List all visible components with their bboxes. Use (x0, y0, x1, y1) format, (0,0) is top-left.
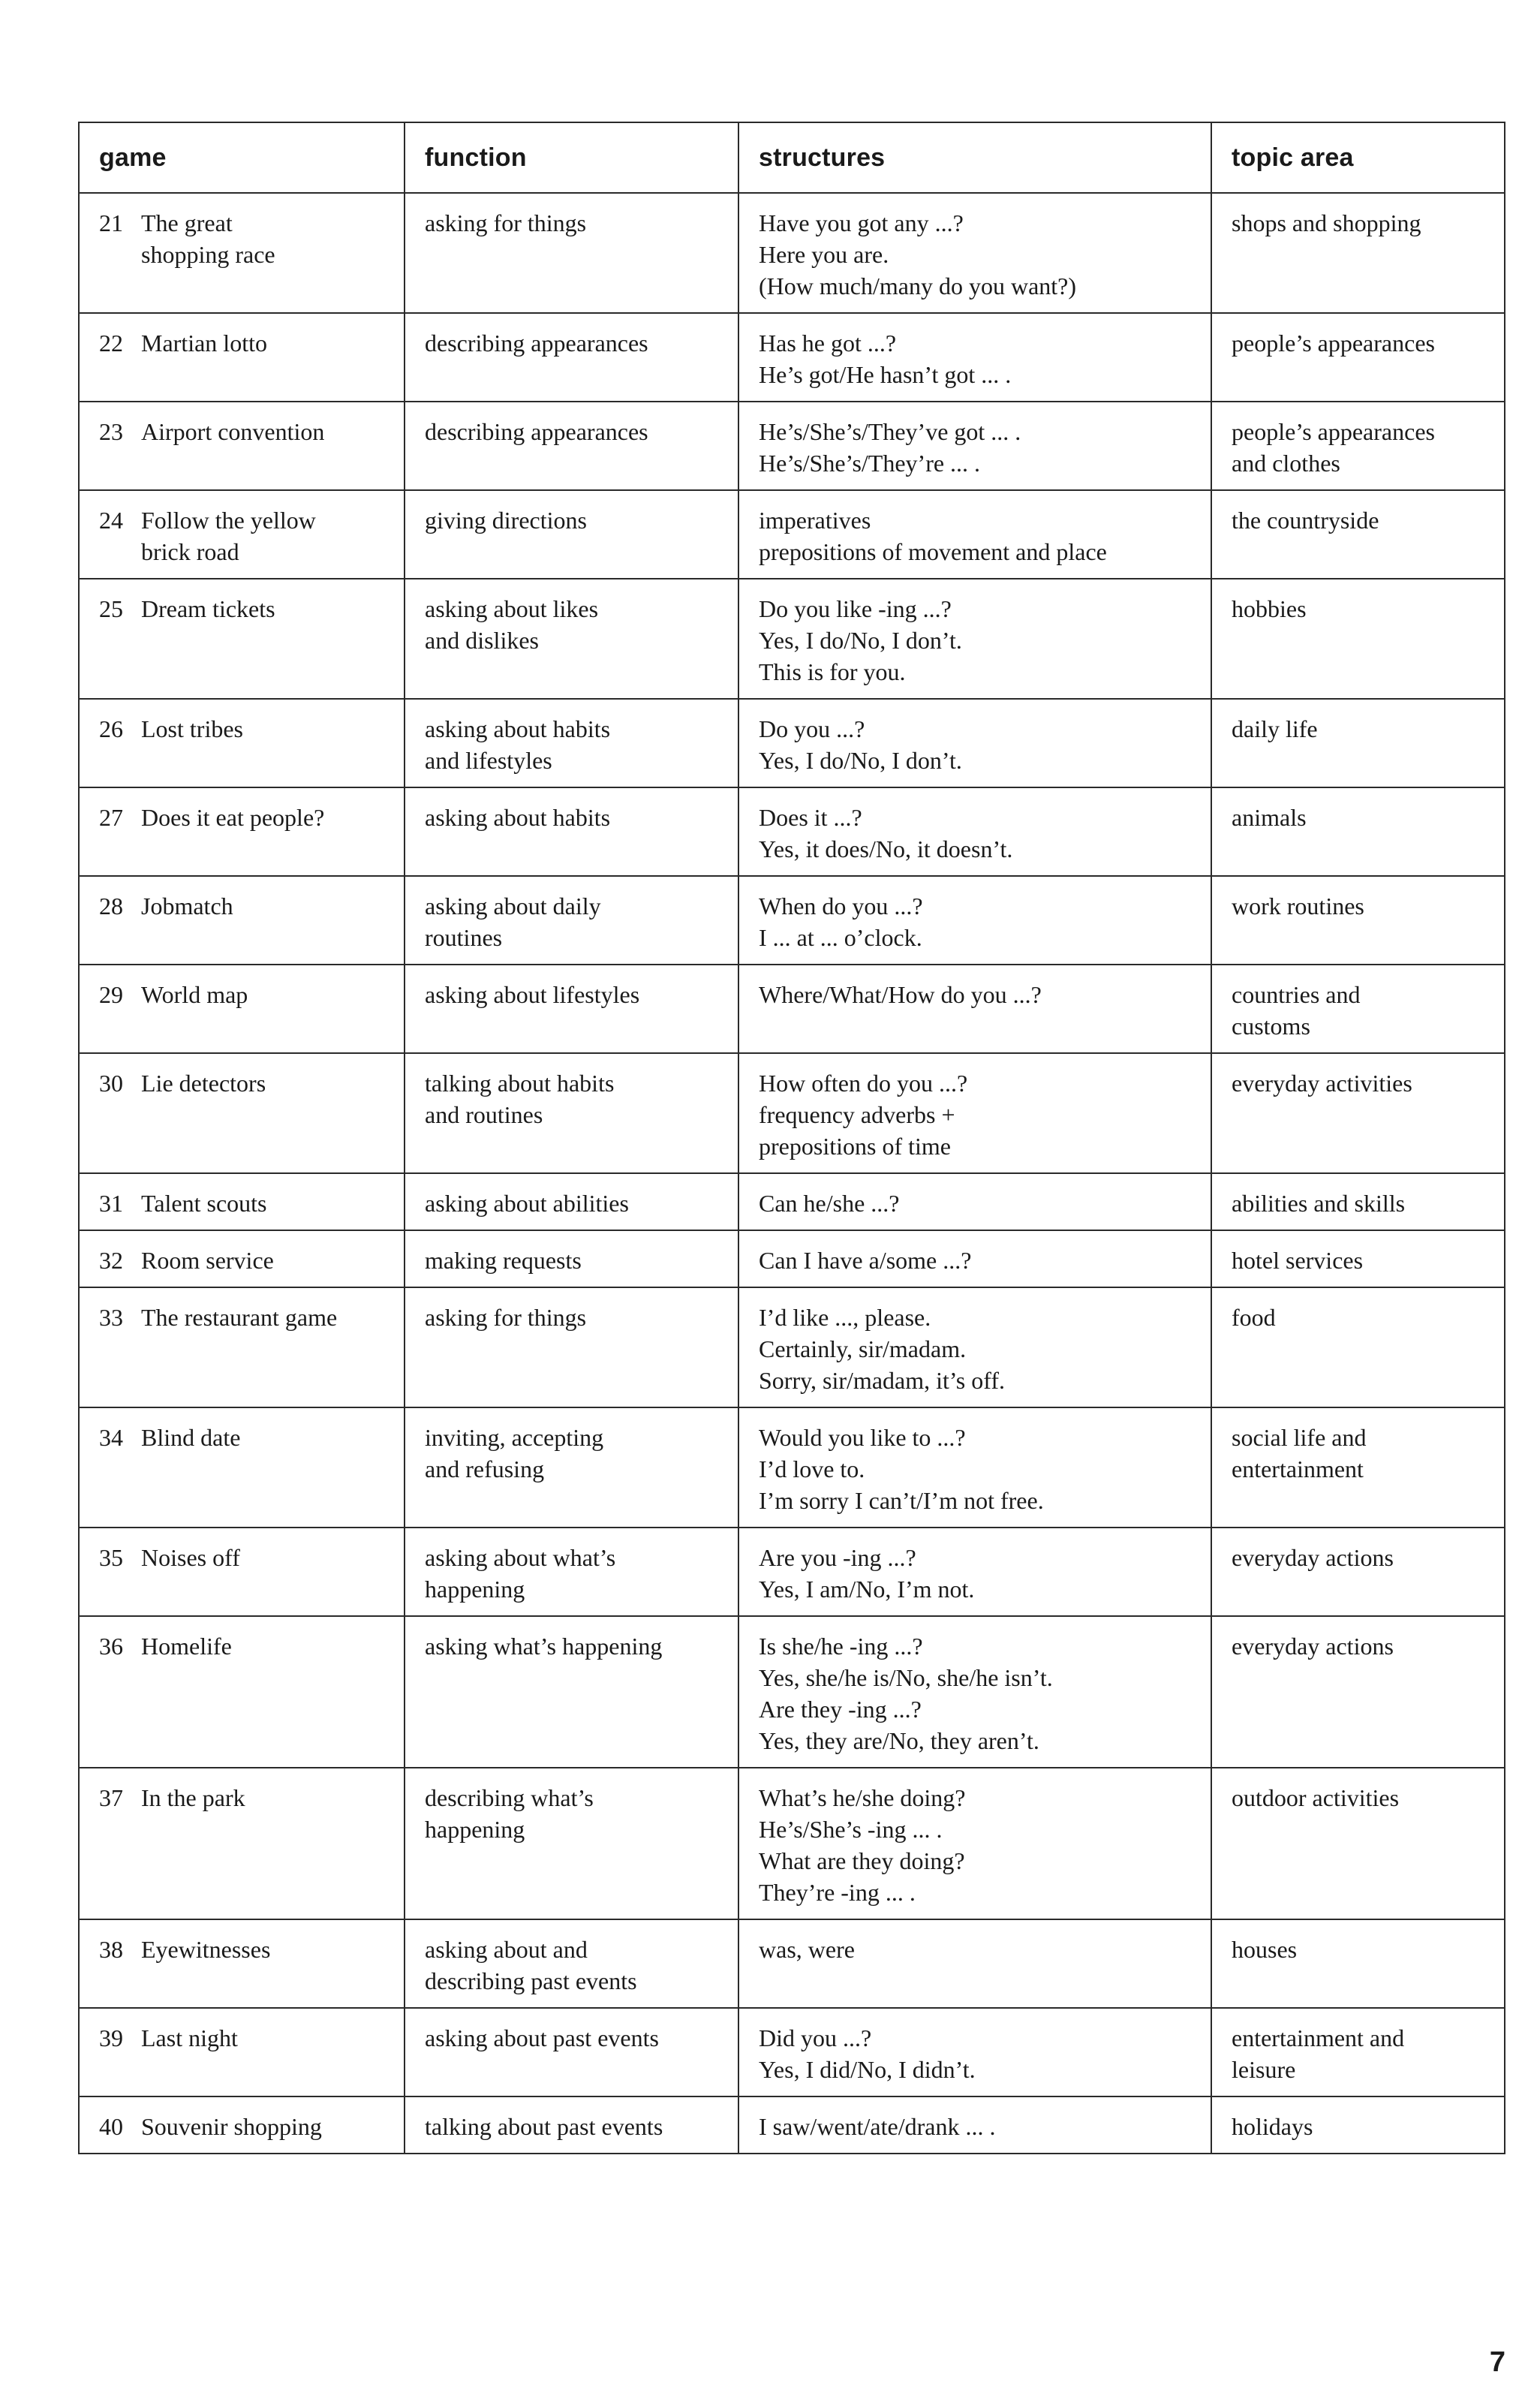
game-number: 33 (99, 1304, 123, 1331)
function-cell (405, 2008, 738, 2096)
topic-line: the countryside (1232, 507, 1379, 534)
topic-line: food (1232, 1304, 1276, 1331)
function-cell (405, 965, 738, 1053)
game-name-line: Airport convention (141, 418, 325, 445)
structure-line: (How much/many do you want?) (759, 272, 1077, 299)
structures-cell (738, 2096, 1211, 2154)
game-name (141, 713, 384, 745)
structures-cell (738, 402, 1211, 490)
game-cell (79, 1768, 405, 1919)
structure-line: Have you got any ...? (759, 209, 964, 236)
game-entry (99, 1302, 384, 1333)
function-line: describing past events (425, 1967, 637, 1994)
structure-line: Are you -ing ...? (759, 1544, 916, 1571)
game-number: 24 (99, 507, 123, 534)
structure-line: imperatives (759, 507, 871, 534)
structure-line: Yes, she/he is/No, she/he isn’t. (759, 1664, 1053, 1691)
structure-line: Do you ...? (759, 715, 865, 742)
topic-line: leisure (1232, 2056, 1296, 2083)
game-number: 34 (99, 1424, 123, 1451)
topic-cell (1211, 965, 1505, 1053)
topic-cell (1211, 193, 1505, 313)
function-line: making requests (425, 1247, 582, 1274)
table-row (79, 1287, 1505, 1407)
function-cell (405, 1528, 738, 1616)
game-number: 21 (99, 209, 123, 236)
topic-line: animals (1232, 804, 1307, 831)
structure-line: Can he/she ...? (759, 1190, 900, 1217)
game-entry (99, 593, 384, 625)
game-entry (99, 504, 384, 567)
page-number: 7 (1489, 2346, 1505, 2378)
structure-line: What’s he/she doing? (759, 1784, 966, 1811)
game-number: 26 (99, 715, 123, 742)
game-entry (99, 416, 384, 447)
game-name (141, 890, 384, 922)
game-cell (79, 1173, 405, 1230)
topic-cell (1211, 579, 1505, 699)
function-cell (405, 402, 738, 490)
header-row (79, 122, 1505, 193)
game-cell (79, 1616, 405, 1768)
game-name-line: In the park (141, 1784, 245, 1811)
topic-line: everyday activities (1232, 1070, 1412, 1097)
game-name (141, 1630, 384, 1662)
game-name-line: Homelife (141, 1633, 232, 1660)
game-cell (79, 2096, 405, 2154)
function-cell (405, 490, 738, 579)
game-cell (79, 579, 405, 699)
structure-line: Has he got ...? (759, 330, 897, 357)
function-cell (405, 1053, 738, 1173)
game-number: 29 (99, 981, 123, 1008)
function-line: happening (425, 1576, 525, 1603)
function-cell (405, 579, 738, 699)
function-cell (405, 787, 738, 876)
structure-line: They’re -ing ... . (759, 1879, 916, 1906)
topic-line: shops and shopping (1232, 209, 1421, 236)
game-entry (99, 802, 384, 833)
game-entry (99, 1782, 384, 1814)
table-row (79, 1053, 1505, 1173)
game-name (141, 1245, 384, 1276)
game-number: 36 (99, 1633, 123, 1660)
game-entry (99, 1245, 384, 1276)
header-topic-area: topic area (1211, 122, 1505, 193)
game-number: 27 (99, 804, 123, 831)
structure-line: I’d like ..., please. (759, 1304, 931, 1331)
game-entry (99, 2022, 384, 2054)
game-cell (79, 1407, 405, 1528)
topic-cell (1211, 1173, 1505, 1230)
game-name-line: The great (141, 209, 233, 236)
game-name (141, 1187, 384, 1219)
structure-line: This is for you. (759, 658, 906, 685)
games-table (78, 122, 1505, 2154)
structure-line: Yes, they are/No, they aren’t. (759, 1727, 1039, 1754)
topic-line: work routines (1232, 892, 1364, 920)
structure-line: Where/What/How do you ...? (759, 981, 1042, 1008)
structures-cell (738, 1053, 1211, 1173)
topic-line: people’s appearances (1232, 418, 1435, 445)
function-line: describing what’s (425, 1784, 594, 1811)
function-cell (405, 193, 738, 313)
topic-cell (1211, 2008, 1505, 2096)
function-line: asking about habits (425, 804, 611, 831)
topic-cell (1211, 787, 1505, 876)
table-body (79, 193, 1505, 2154)
structure-line: prepositions of time (759, 1133, 951, 1160)
topic-line: everyday actions (1232, 1633, 1394, 1660)
structures-cell (738, 579, 1211, 699)
game-name (141, 1422, 384, 1453)
topic-line: everyday actions (1232, 1544, 1394, 1571)
topic-cell (1211, 1287, 1505, 1407)
topic-cell (1211, 1230, 1505, 1287)
structures-cell (738, 1768, 1211, 1919)
topic-cell (1211, 1768, 1505, 1919)
game-name (141, 1934, 384, 1965)
structures-cell (738, 1919, 1211, 2008)
structures-cell (738, 1230, 1211, 1287)
structures-cell (738, 313, 1211, 402)
topic-line: daily life (1232, 715, 1318, 742)
game-entry (99, 713, 384, 745)
function-line: asking for things (425, 209, 587, 236)
structure-line: Do you like -ing ...? (759, 595, 952, 622)
structures-cell (738, 1173, 1211, 1230)
topic-line: people’s appearances (1232, 330, 1435, 357)
table-row (79, 699, 1505, 787)
topic-cell (1211, 876, 1505, 965)
structure-line: was, were (759, 1936, 855, 1963)
table-row (79, 402, 1505, 490)
game-name (141, 2022, 384, 2054)
game-cell (79, 1230, 405, 1287)
function-line: asking about habits (425, 715, 611, 742)
topic-cell (1211, 1528, 1505, 1616)
function-cell (405, 1173, 738, 1230)
structure-line: He’s/She’s/They’re ... . (759, 450, 981, 477)
structure-line: frequency adverbs + (759, 1101, 955, 1128)
structure-line: I ... at ... o’clock. (759, 924, 922, 951)
header-structures: structures (738, 122, 1211, 193)
table-row (79, 2008, 1505, 2096)
game-name (141, 327, 384, 359)
function-line: asking about and (425, 1936, 588, 1963)
table-row (79, 2096, 1505, 2154)
game-number: 23 (99, 418, 123, 445)
function-cell (405, 1768, 738, 1919)
game-name (141, 979, 384, 1010)
game-cell (79, 699, 405, 787)
function-line: talking about habits (425, 1070, 615, 1097)
function-cell (405, 1616, 738, 1768)
function-line: routines (425, 924, 503, 951)
topic-line: holidays (1232, 2113, 1313, 2140)
function-cell (405, 1407, 738, 1528)
structures-cell (738, 2008, 1211, 2096)
topic-cell (1211, 2096, 1505, 2154)
game-name-line: shopping race (141, 241, 275, 268)
game-name (141, 1302, 384, 1333)
function-line: and routines (425, 1101, 543, 1128)
structure-line: Yes, I am/No, I’m not. (759, 1576, 975, 1603)
game-name-line: Eyewitnesses (141, 1936, 271, 1963)
structures-cell (738, 1407, 1211, 1528)
function-cell (405, 2096, 738, 2154)
game-cell (79, 1528, 405, 1616)
topic-line: houses (1232, 1936, 1298, 1963)
game-entry (99, 1187, 384, 1219)
game-entry (99, 979, 384, 1010)
structure-line: When do you ...? (759, 892, 923, 920)
game-name-line: Dream tickets (141, 595, 275, 622)
topic-line: and clothes (1232, 450, 1340, 477)
structure-line: Yes, I do/No, I don’t. (759, 627, 962, 654)
function-cell (405, 313, 738, 402)
structures-cell (738, 193, 1211, 313)
game-cell (79, 1053, 405, 1173)
table-row (79, 579, 1505, 699)
game-name-line: The restaurant game (141, 1304, 338, 1331)
topic-line: outdoor activities (1232, 1784, 1400, 1811)
table-row (79, 876, 1505, 965)
structure-line: Can I have a/some ...? (759, 1247, 972, 1274)
table-row (79, 965, 1505, 1053)
game-entry (99, 327, 384, 359)
game-number: 28 (99, 892, 123, 920)
game-name-line: Talent scouts (141, 1190, 267, 1217)
game-number: 30 (99, 1070, 123, 1097)
structures-cell (738, 1287, 1211, 1407)
structure-line: How often do you ...? (759, 1070, 968, 1097)
game-cell (79, 787, 405, 876)
game-entry (99, 2111, 384, 2142)
header-game: game (79, 122, 405, 193)
game-cell (79, 2008, 405, 2096)
game-cell (79, 876, 405, 965)
function-line: and dislikes (425, 627, 539, 654)
game-number: 38 (99, 1936, 123, 1963)
game-cell (79, 1919, 405, 2008)
game-name-line: Last night (141, 2024, 238, 2051)
function-line: asking about daily (425, 892, 601, 920)
function-line: talking about past events (425, 2113, 663, 2140)
structure-line: He’s got/He hasn’t got ... . (759, 361, 1012, 388)
game-entry (99, 1934, 384, 1965)
topic-line: customs (1232, 1013, 1310, 1040)
game-name-line: Noises off (141, 1544, 240, 1571)
function-cell (405, 876, 738, 965)
table-row (79, 1616, 1505, 1768)
function-line: inviting, accepting (425, 1424, 604, 1451)
table-row (79, 1528, 1505, 1616)
game-name-line: Blind date (141, 1424, 241, 1451)
structures-cell (738, 787, 1211, 876)
game-number: 35 (99, 1544, 123, 1571)
function-line: asking for things (425, 1304, 587, 1331)
function-line: asking about what’s (425, 1544, 616, 1571)
game-name-line: Lost tribes (141, 715, 243, 742)
game-number: 25 (99, 595, 123, 622)
game-name-line: Does it eat people? (141, 804, 325, 831)
topic-cell (1211, 490, 1505, 579)
topic-cell (1211, 1919, 1505, 2008)
game-name (141, 1542, 384, 1573)
game-cell (79, 402, 405, 490)
topic-cell (1211, 699, 1505, 787)
structure-line: Did you ...? (759, 2024, 872, 2051)
game-entry (99, 1542, 384, 1573)
table-row (79, 1230, 1505, 1287)
table-row (79, 1407, 1505, 1528)
structure-line: Does it ...? (759, 804, 862, 831)
structure-line: He’s/She’s -ing ... . (759, 1816, 943, 1843)
game-number: 22 (99, 330, 123, 357)
game-entry (99, 890, 384, 922)
function-cell (405, 699, 738, 787)
game-number: 39 (99, 2024, 123, 2051)
game-cell (79, 193, 405, 313)
structure-line: Are they -ing ...? (759, 1696, 922, 1723)
table-row (79, 490, 1505, 579)
game-number: 32 (99, 1247, 123, 1274)
function-cell (405, 1230, 738, 1287)
game-name-line: World map (141, 981, 248, 1008)
game-name-line: Room service (141, 1247, 274, 1274)
structure-line: Sorry, sir/madam, it’s off. (759, 1367, 1005, 1394)
table-row (79, 193, 1505, 313)
structure-line: Is she/he -ing ...? (759, 1633, 923, 1660)
game-name-line: Souvenir shopping (141, 2113, 322, 2140)
game-name (141, 802, 384, 833)
structure-line: I’d love to. (759, 1455, 865, 1482)
game-name (141, 207, 384, 270)
structure-line: I’m sorry I can’t/I’m not free. (759, 1487, 1044, 1514)
structures-cell (738, 1616, 1211, 1768)
structures-cell (738, 965, 1211, 1053)
function-line: happening (425, 1816, 525, 1843)
function-line: describing appearances (425, 418, 648, 445)
topic-line: entertainment (1232, 1455, 1364, 1482)
structure-line: I saw/went/ate/drank ... . (759, 2113, 996, 2140)
game-number: 31 (99, 1190, 123, 1217)
structure-line: Would you like to ...? (759, 1424, 966, 1451)
function-line: asking what’s happening (425, 1633, 663, 1660)
game-name (141, 2111, 384, 2142)
function-cell (405, 1919, 738, 2008)
topic-line: hobbies (1232, 595, 1307, 622)
function-line: asking about past events (425, 2024, 659, 2051)
topic-line: entertainment and (1232, 2024, 1405, 2051)
game-number: 37 (99, 1784, 123, 1811)
function-line: asking about likes (425, 595, 599, 622)
function-line: and refusing (425, 1455, 545, 1482)
topic-cell (1211, 402, 1505, 490)
topic-line: abilities and skills (1232, 1190, 1406, 1217)
topic-cell (1211, 1616, 1505, 1768)
game-cell (79, 490, 405, 579)
game-name (141, 593, 384, 625)
game-cell (79, 1287, 405, 1407)
structure-line: What are they doing? (759, 1847, 965, 1874)
structures-cell (738, 876, 1211, 965)
structures-cell (738, 699, 1211, 787)
table-row (79, 1919, 1505, 2008)
game-name-line: Follow the yellow (141, 507, 316, 534)
game-name-line: Jobmatch (141, 892, 233, 920)
table-row (79, 1173, 1505, 1230)
structures-cell (738, 490, 1211, 579)
structure-line: He’s/She’s/They’ve got ... . (759, 418, 1021, 445)
game-name-line: Lie detectors (141, 1070, 266, 1097)
topic-cell (1211, 1407, 1505, 1528)
structure-line: prepositions of movement and place (759, 538, 1107, 565)
game-name (141, 416, 384, 447)
topic-line: countries and (1232, 981, 1361, 1008)
topic-line: hotel services (1232, 1247, 1364, 1274)
game-entry (99, 1630, 384, 1662)
structure-line: Yes, I do/No, I don’t. (759, 747, 962, 774)
game-name (141, 1067, 384, 1099)
structure-line: Certainly, sir/madam. (759, 1335, 967, 1362)
topic-cell (1211, 313, 1505, 402)
table-row (79, 787, 1505, 876)
structure-line: Yes, I did/No, I didn’t. (759, 2056, 976, 2083)
topic-cell (1211, 1053, 1505, 1173)
game-name-line: Martian lotto (141, 330, 267, 357)
function-line: giving directions (425, 507, 587, 534)
function-line: and lifestyles (425, 747, 552, 774)
function-line: asking about lifestyles (425, 981, 640, 1008)
function-line: describing appearances (425, 330, 648, 357)
game-entry (99, 1422, 384, 1453)
game-name (141, 1782, 384, 1814)
structure-line: Yes, it does/No, it doesn’t. (759, 835, 1013, 862)
game-cell (79, 965, 405, 1053)
function-line: asking about abilities (425, 1190, 629, 1217)
topic-line: social life and (1232, 1424, 1367, 1451)
header-function: function (405, 122, 738, 193)
game-number: 40 (99, 2113, 123, 2140)
game-name (141, 504, 384, 567)
structures-cell (738, 1528, 1211, 1616)
game-cell (79, 313, 405, 402)
table-row (79, 313, 1505, 402)
game-entry (99, 207, 384, 270)
structure-line: Here you are. (759, 241, 889, 268)
game-name-line: brick road (141, 538, 239, 565)
table-row (79, 1768, 1505, 1919)
game-entry (99, 1067, 384, 1099)
function-cell (405, 1287, 738, 1407)
